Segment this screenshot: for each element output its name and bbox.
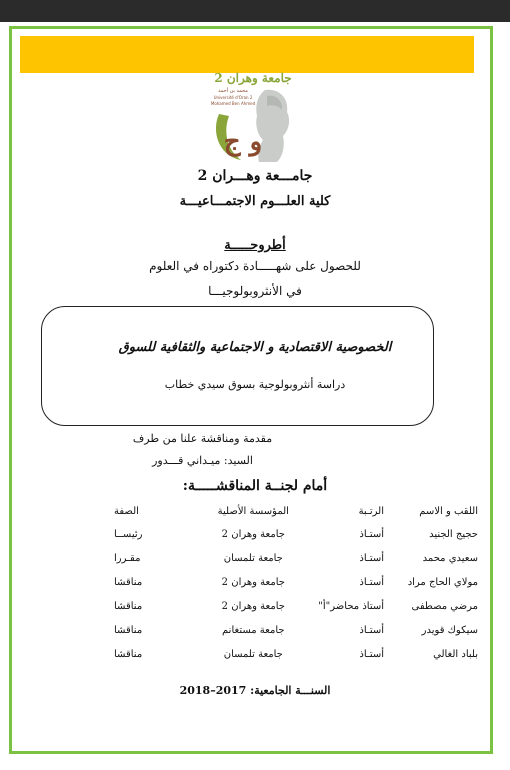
member-institution: جامعة وهران 2 — [221, 576, 285, 588]
member-rank: أستـاذ — [359, 624, 384, 636]
member-rank: أستاذ محاضر"أ" — [318, 600, 384, 612]
member-role: مناقشا — [114, 648, 143, 660]
title-box — [41, 306, 434, 426]
thesis-type: أطروحـــــة — [224, 238, 286, 253]
member-name: حجيج الجنيد — [429, 528, 478, 540]
header-institution: المؤسسة الأصلية — [217, 505, 289, 517]
member-role: رئيســا — [114, 528, 143, 540]
committee-row — [114, 546, 478, 570]
committee-row — [114, 594, 478, 618]
university-name: جامـــعة وهـــران 2 — [197, 168, 313, 184]
thesis-subtitle: دراسة أنثروبولوجية بسوق سيدي خطاب — [164, 378, 346, 391]
thesis-title: الخصوصية الاقتصادية و الاجتماعية والثقافية للسوق — [118, 340, 392, 355]
member-institution: جامعة تلمسان — [223, 552, 283, 564]
member-name: بلباد الغالي — [433, 648, 478, 660]
committee-table — [114, 500, 478, 666]
member-name: مولاي الحاج مراد — [407, 576, 478, 588]
academic-year: السنـــة الجامعية: 2017–2018 — [179, 684, 331, 697]
member-institution: جامعة مستغانم — [222, 624, 285, 636]
member-rank: أستـاذ — [359, 576, 384, 588]
committee-heading: أمام لجنــة المناقشـــــة: — [182, 478, 328, 494]
student-name: السيد: ميـداني قـــدور — [152, 454, 253, 467]
member-institution: جامعة وهران 2 — [221, 600, 285, 612]
faculty-name: كلية العلـــوم الاجتمـــاعيـــة — [179, 194, 331, 209]
member-name: سيكوك قويدر — [421, 624, 478, 636]
member-role: مناقشا — [114, 624, 143, 636]
logo-latin-line-1: Université d'Oran 2 — [213, 95, 253, 100]
logo-latin-line-2: Mohamed Ben Ahmed — [210, 101, 256, 106]
committee-row — [114, 618, 478, 642]
committee-header-row — [114, 500, 478, 522]
member-name: سعيدي محمد — [422, 552, 478, 564]
member-institution: جامعة تلمسان — [223, 648, 283, 660]
member-role: مناقشا — [114, 576, 143, 588]
logo-monogram: و ج — [223, 127, 263, 157]
presented-by: مقدمة ومناقشة علنا من طرف — [132, 432, 273, 445]
member-rank: أستـاذ — [359, 648, 384, 660]
member-institution: جامعة وهران 2 — [221, 528, 285, 540]
member-rank: أستـاذ — [359, 552, 384, 564]
member-name: مرضي مصطفى — [411, 600, 478, 612]
committee-row — [114, 522, 478, 546]
thesis-purpose: للحصول على شهـــــادة دكتوراه في العلوم — [149, 259, 361, 273]
header-rank: الرتـبة — [358, 505, 384, 517]
top-bar — [0, 0, 510, 22]
member-rank: أستـاذ — [359, 528, 384, 540]
logo-arabic-name: جامعة وهران 2 — [214, 71, 292, 85]
member-role: مناقشا — [114, 600, 143, 612]
thesis-field: في الأنثروبولوجيـــا — [208, 284, 302, 298]
committee-row — [114, 642, 478, 666]
header-role: الصفة — [114, 505, 139, 517]
committee-row — [114, 570, 478, 594]
university-logo — [205, 70, 300, 175]
member-role: مقـررا — [114, 552, 141, 564]
logo-arabic-subname: محمد بن أحمد — [218, 88, 248, 94]
header-name: اللقب و الاسم — [419, 505, 478, 517]
header-banner — [20, 36, 474, 73]
